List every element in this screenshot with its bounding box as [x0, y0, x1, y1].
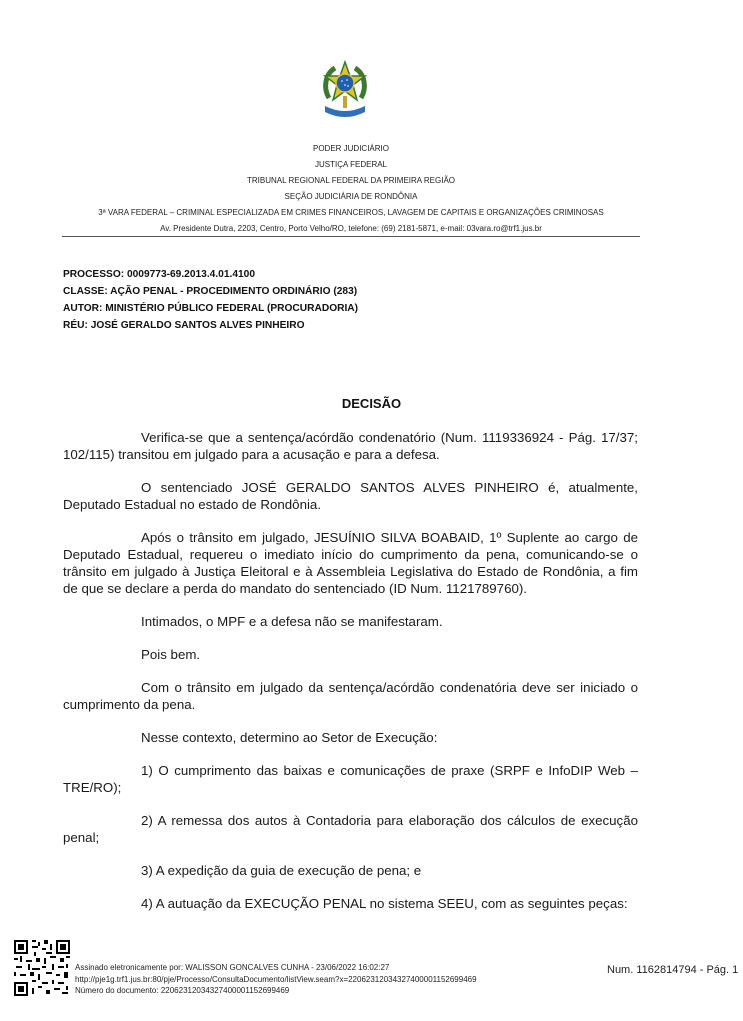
signature-footer [75, 962, 477, 997]
list-item: 3) A expedição da guia de execução de pena; e [141, 863, 422, 878]
list-item: 4) A autuação da EXECUÇÃO PENAL no sistema SEEU, com as seguintes peças: [141, 896, 628, 911]
header-divider [62, 236, 640, 237]
document-url[interactable]: http://pje1g.trf1.jus.br:80/pje/Processo/ConsultaDocumento/listView.seam?x=22062312034327400001152699469 [75, 974, 477, 984]
header-line: SEÇÃO JUDICIÁRIA DE RONDÔNIA [284, 192, 418, 201]
document-number: Número do documento: 22062312034327400001152699469 [75, 986, 290, 995]
header-line: PODER JUDICIÁRIO [312, 144, 389, 153]
document-body [63, 429, 638, 928]
paragraph: O sentenciado JOSÉ GERALDO SANTOS ALVES PINHEIRO é, atualmente, Deputado Estadual no estado de Rondônia. [63, 480, 638, 512]
qr-code-icon [14, 940, 70, 996]
brazil-coat-of-arms-icon [321, 60, 369, 122]
header-address: Av. Presidente Dutra, 2203, Centro, Porto Velho/RO, telefone: (69) 2181-5871, e-mail: 03vara.ro@trf1.jus.br [160, 224, 542, 233]
case-info [63, 266, 643, 334]
list-item: 1) O cumprimento das baixas e comunicações de praxe (SRPF e InfoDIP Web – TRE/RO); [63, 763, 638, 795]
case-processo: PROCESSO: 0009773-69.2013.4.01.4100 [63, 269, 255, 280]
paragraph: Com o trânsito em julgado da sentença/acórdão condenatória deve ser iniciado o cumprimento da pena. [63, 680, 638, 712]
paragraph: Intimados, o MPF e a defesa não se manifestaram. [141, 614, 443, 629]
court-header [62, 141, 640, 237]
paragraph: Nesse contexto, determino ao Setor de Execução: [141, 730, 438, 745]
header-line: 3ª VARA FEDERAL – CRIMINAL ESPECIALIZADA EM CRIMES FINANCEIROS, LAVAGEM DE CAPITAIS E ORGANIZAÇÕES CRIMINOSAS [98, 208, 604, 217]
header-line: TRIBUNAL REGIONAL FEDERAL DA PRIMEIRA REGIÃO [246, 176, 456, 185]
case-autor: AUTOR: MINISTÉRIO PÚBLICO FEDERAL (PROCURADORIA) [63, 303, 359, 314]
header-line: JUSTIÇA FEDERAL [314, 160, 387, 169]
case-classe: CLASSE: AÇÃO PENAL - PROCEDIMENTO ORDINÁRIO (283) [63, 286, 358, 297]
paragraph: Pois bem. [141, 647, 201, 662]
case-reu: RÉU: JOSÉ GERALDO SANTOS ALVES PINHEIRO [63, 320, 305, 331]
signature-line: Assinado eletronicamente por: WALISSON GONCALVES CUNHA - 23/06/2022 16:02:27 [75, 963, 390, 972]
paragraph: Após o trânsito em julgado, JESUÍNIO SILVA BOABAID, 1º Suplente ao cargo de Deputado Estadual, requereu o imediato início do cumprimento da pena, comunicando-se o trânsito em julgado à Justiça Eleitoral e à Assembleia Legislativa do Estado de Rondônia, a fim de que se declare a perda do mandato do sentenciado (ID Num. 1121789760). [63, 530, 638, 596]
page-reference: Num. 1162814794 - Pág. 1 [607, 964, 739, 976]
document-title: DECISÃO [341, 396, 402, 411]
paragraph: Verifica-se que a sentença/acórdão condenatório (Num. 1119336924 - Pág. 17/37; 102/115) transitou em julgado para a acusação e para a defesa. [63, 430, 638, 462]
list-item: 2) A remessa dos autos à Contadoria para elaboração dos cálculos de execução penal; [63, 813, 638, 845]
